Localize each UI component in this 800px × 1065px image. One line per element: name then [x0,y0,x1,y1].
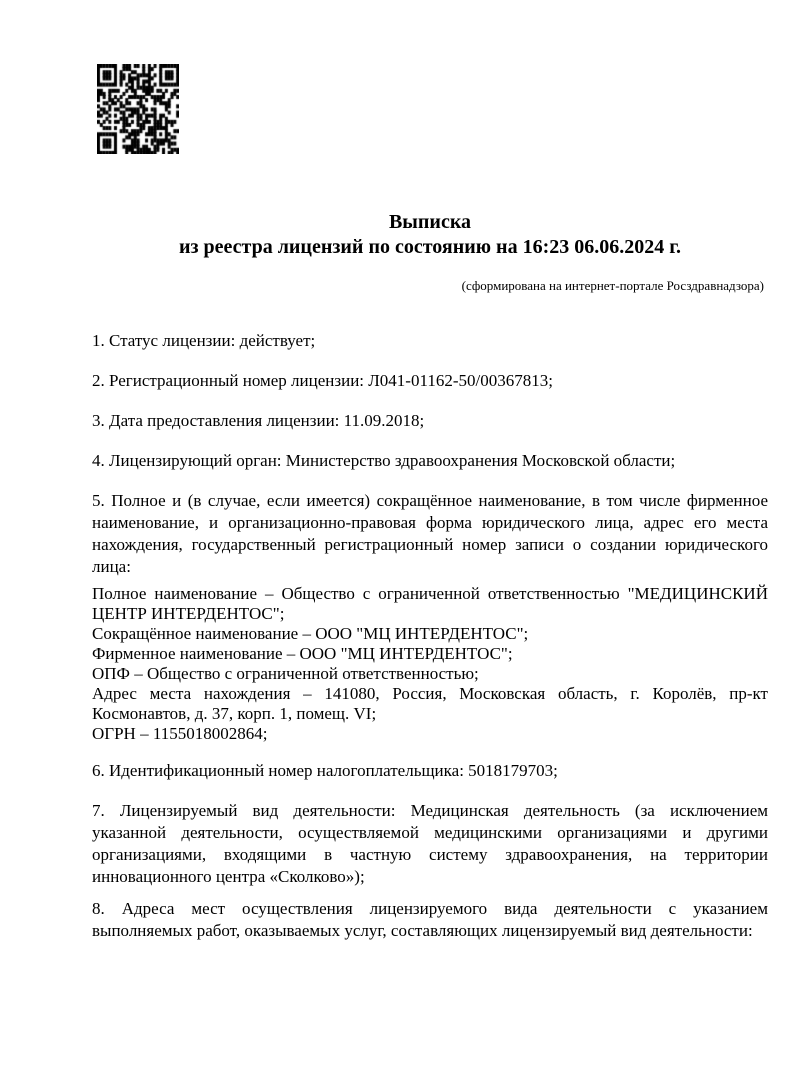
org-details-block [92,584,768,744]
document-title [92,210,768,260]
taxpayer-number-item: 6. Идентификационный номер налогоплательщика: 5018179703; [92,761,558,780]
org-short-name-line: Сокращённое наименование – ООО "МЦ ИНТЕРДЕНТОС"; [92,624,529,643]
org-ogrn-line: ОГРН – 1155018002864; [92,724,268,743]
qr-code-icon [97,64,179,154]
org-brand-name-line: Фирменное наименование – ООО "МЦ ИНТЕРДЕНТОС"; [92,644,513,663]
document-title-line2: из реестра лицензий по состоянию на 16:23 06.06.2024 г. [178,236,682,258]
org-address-line: Адрес места нахождения – 141080, Россия, Московская область, г. Королёв, пр-кт Космонавтов, д. 37, корп. 1, помещ. VI; [92,684,768,723]
org-legal-form-line: ОПФ – Общество с ограниченной ответственностью; [92,664,479,683]
org-names-heading-item: 5. Полное и (в случае, если имеется) сокращённое наименование, в том числе фирменное наименование, и организационно-правовая форма юридического лица, адрес его места нахождения, государственный регистрационный номер записи о создании юридического лица: [92,491,768,576]
license-status-item: 1. Статус лицензии: действует; [92,331,316,350]
document-body [92,330,768,942]
license-number-item: 2. Регистрационный номер лицензии: Л041-01162-50/00367813; [92,371,553,390]
license-date-item: 3. Дата предоставления лицензии: 11.09.2018; [92,411,425,430]
org-full-name-line: Полное наименование – Общество с ограниченной ответственностью "МЕДИЦИНСКИЙ ЦЕНТР ИНТЕРДЕНТОС"; [92,584,768,623]
document-title-line1: Выписка [388,211,472,233]
activity-addresses-item: 8. Адреса мест осуществления лицензируемого вида деятельности с указанием выполняемых работ, оказываемых услуг, составляющих лицензируемый вид деятельности: [92,899,768,940]
licensing-authority-item: 4. Лицензирующий орган: Министерство здравоохранения Московской области; [92,451,676,470]
formation-note: (сформирована на интернет-портале Росздравнадзора) [461,278,764,293]
licensed-activity-item: 7. Лицензируемый вид деятельности: Медицинская деятельность (за исключением указанной деятельности, осуществляемой медицинскими организациями и другими организациями, входящими в частную систему здравоохранения, на территории инновационного центра «Сколково»); [92,801,768,886]
